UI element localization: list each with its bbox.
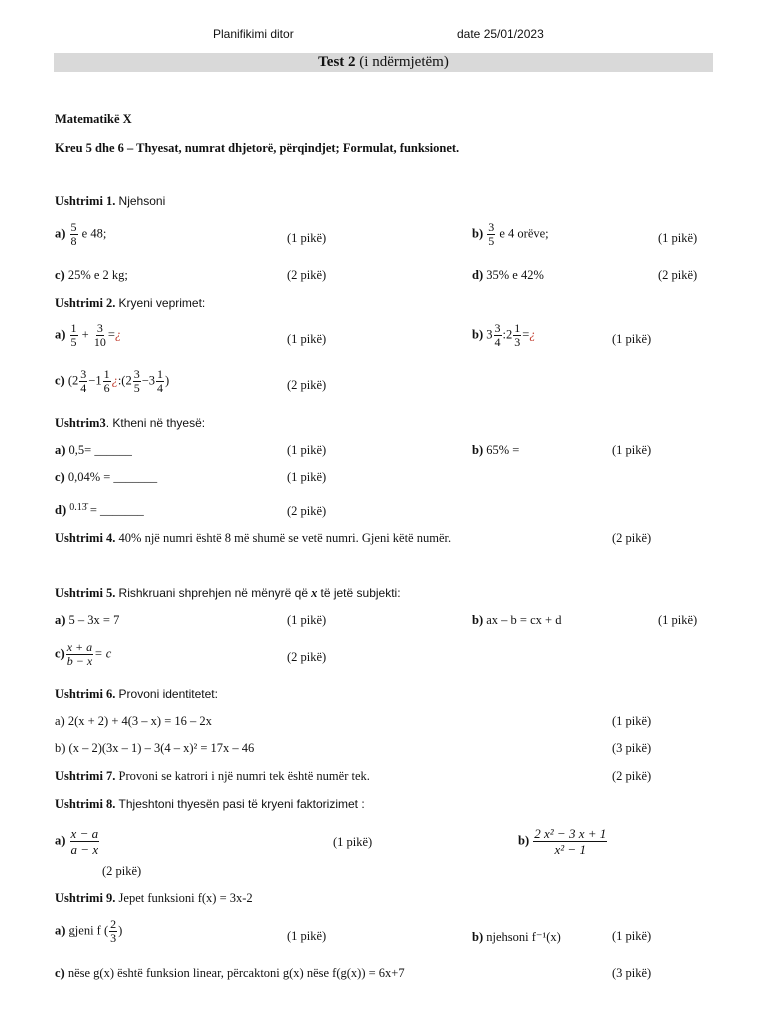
ex8-a-fraction: [70, 826, 100, 857]
missing-symbol: ¿: [111, 373, 118, 388]
ex3-c-text: 0,04% = _______: [67, 470, 158, 484]
ex1-b-points: (1 pikë): [658, 231, 698, 245]
fraction-denominator: a − x: [70, 842, 99, 857]
ex8-a-label: a): [55, 833, 66, 848]
missing-symbol: ¿: [114, 327, 122, 342]
plus-sign: +: [81, 327, 89, 342]
fraction-numerator: 1: [70, 321, 77, 335]
ex5-instr-end: të jetë subjekti:: [320, 586, 401, 600]
ex3-heading: [55, 416, 205, 431]
fraction-denominator: b − x: [66, 654, 93, 668]
subject-title: Matematikë X: [55, 112, 132, 126]
ex3-d: [55, 503, 144, 518]
ex3-b-points: (1 pikë): [612, 443, 652, 457]
ex1-a-label: a): [55, 226, 66, 241]
ex6-b-points: (3 pikë): [612, 741, 652, 755]
ex4-title: Ushtrimi 4.: [55, 531, 116, 545]
ex3-a-text: 0,5= ______: [68, 443, 132, 457]
ex2-c-frac3: [133, 368, 141, 395]
ex3-b: [472, 443, 519, 458]
ex2-a: [55, 322, 121, 349]
ex9-a: [55, 918, 122, 945]
ex5-a: [55, 613, 119, 628]
ex2-a-frac1: [70, 322, 78, 349]
ex9-a-points: (1 pikë): [287, 929, 327, 943]
ex1-c-label: c): [55, 268, 65, 282]
header-planning: Planifikimi ditor: [213, 27, 294, 41]
ex3-instr: . Ktheni në thyesë:: [105, 416, 206, 430]
fraction-denominator: x² − 1: [554, 842, 586, 857]
fraction-numerator: 2 x² − 3 x + 1: [534, 826, 607, 841]
ex3-b-text: 65% =: [486, 443, 520, 457]
equals-sign: =: [522, 327, 530, 342]
ex8-b-label: b): [518, 833, 530, 848]
ex6-instr: Provoni identitetet:: [118, 687, 218, 701]
ex2-a-points: (1 pikë): [287, 332, 327, 346]
fraction-numerator: 1: [103, 367, 110, 381]
ex2-title: Ushtrimi 2.: [55, 296, 116, 310]
ex6-title: Ushtrimi 6.: [55, 687, 116, 701]
fraction-numerator: 3: [96, 321, 103, 335]
ex5-heading: [55, 586, 401, 601]
ex1-b-text: e 4 orëve;: [499, 226, 549, 241]
fraction-numerator: x + a: [66, 640, 93, 654]
ex2-c-frac1: [79, 368, 87, 395]
ex3-c: [55, 470, 157, 485]
ex3-d-points: (2 pikë): [287, 504, 327, 518]
ex1-b-fraction: [487, 221, 495, 248]
ex7-title: Ushtrimi 7.: [55, 769, 116, 783]
ex1-d-points: (2 pikë): [658, 268, 698, 282]
ex6-b: b) (x – 2)(3x – 1) – 3(4 – x)² = 17x – 46: [55, 741, 255, 755]
ex2-c-frac2: [103, 368, 111, 395]
division-sign: :: [502, 327, 506, 342]
ex1-a-fraction: [70, 221, 78, 248]
ex8-b: [518, 826, 608, 857]
ex9-a-fraction: [109, 918, 117, 945]
ex2-c-frac4: [156, 368, 164, 395]
ex3-a-points: (1 pikë): [287, 443, 327, 457]
ex5-instr: Rishkruani shprehjen në mënyrë që: [118, 586, 308, 600]
ex3-d-label: d): [55, 503, 67, 517]
ex5-c-eq: = c: [94, 646, 112, 661]
ex1-a-text: e 48;: [81, 226, 107, 241]
ex5-a-label: a): [55, 613, 66, 627]
fraction-numerator: 1: [514, 321, 521, 335]
ex9-a-close: ): [118, 923, 123, 938]
ex7: [55, 769, 370, 784]
ex7-text: Provoni se katrori i një numri tek është numër tek.: [118, 769, 370, 783]
whole-number: 3: [486, 327, 493, 342]
fraction-numerator: 2: [110, 917, 117, 931]
ex1-c-points: (2 pikë): [287, 268, 327, 282]
fraction-denominator: 10: [93, 335, 106, 349]
fraction-denominator: 3: [514, 335, 521, 349]
ex5-c: [55, 641, 111, 668]
ex3-d-text: = _______: [89, 503, 144, 517]
ex2-b: [472, 322, 536, 349]
ex6-a: a) 2(x + 2) + 4(3 – x) = 16 – 2x: [55, 714, 212, 728]
ex6-heading: [55, 687, 218, 702]
ex1-c-text: 25% e 2 kg;: [67, 268, 128, 282]
ex1-title: Ushtrimi 1.: [55, 194, 116, 208]
expr-part: −1: [88, 373, 102, 388]
ex5-b-label: b): [472, 613, 484, 627]
ex6-a-points: (1 pikë): [612, 714, 652, 728]
test-title-bold: Test 2: [318, 54, 356, 70]
ex2-a-label: a): [55, 327, 66, 342]
equals-sign: =: [107, 327, 115, 342]
ex5-b-points: (1 pikë): [658, 613, 698, 627]
ex9-a-text: gjeni f (: [68, 923, 109, 938]
fraction-denominator: 5: [488, 234, 495, 248]
ex5-b-text: ax – b = cx + d: [486, 613, 562, 627]
fraction-denominator: 8: [70, 234, 77, 248]
fraction-denominator: 6: [103, 381, 110, 395]
ex2-b-points: (1 pikë): [612, 332, 652, 346]
ex8-b-points: (2 pikë): [102, 864, 142, 878]
ex5-title: Ushtrimi 5.: [55, 586, 116, 600]
header-date: date 25/01/2023: [457, 27, 544, 41]
ex1-b-label: b): [472, 226, 484, 241]
ex2-c: [55, 368, 169, 395]
ex1-d: [472, 268, 544, 283]
fraction-numerator: 3: [80, 367, 87, 381]
ex5-a-points: (1 pikë): [287, 613, 327, 627]
ex8-instr: Thjeshtoni thyesën pasi të kryeni faktorizimet :: [118, 797, 365, 811]
ex1-instr: Njehsoni: [118, 194, 166, 208]
ex1-a: [55, 221, 106, 248]
ex2-b-frac2: [513, 322, 521, 349]
ex5-a-text: 5 – 3x = 7: [68, 613, 120, 627]
ex2-c-points: (2 pikë): [287, 378, 327, 392]
missing-symbol: ¿: [529, 327, 536, 342]
ex8-heading: [55, 797, 365, 812]
ex8-title: Ushtrimi 8.: [55, 797, 116, 811]
fraction-numerator: 3: [488, 220, 495, 234]
ex3-c-label: c): [55, 470, 65, 484]
test-title-rest: (i ndërmjetëm): [359, 54, 449, 70]
ex9-c-points: (3 pikë): [612, 966, 652, 980]
ex8-b-fraction: [533, 826, 607, 857]
expr-part: ): [165, 373, 170, 388]
ex3-a: [55, 443, 132, 458]
ex3-d-value: 0.13̄: [69, 502, 87, 513]
ex1-d-label: d): [472, 268, 484, 282]
ex5-var: x: [311, 586, 318, 600]
fraction-denominator: 4: [80, 381, 87, 395]
fraction-numerator: x − a: [70, 826, 99, 841]
ex5-b: [472, 613, 561, 628]
ex3-b-label: b): [472, 443, 484, 457]
chapter-title: Kreu 5 dhe 6 – Thyesat, numrat dhjetorë, përqindjet; Formulat, funksionet.: [55, 141, 460, 155]
fraction-denominator: 5: [70, 335, 77, 349]
fraction-numerator: 5: [70, 220, 77, 234]
fraction-denominator: 5: [133, 381, 140, 395]
whole-number: 2: [505, 327, 513, 342]
ex9-c: [55, 966, 405, 981]
ex5-c-points: (2 pikë): [287, 650, 327, 664]
ex3-a-label: a): [55, 443, 66, 457]
ex3-c-points: (1 pikë): [287, 470, 327, 484]
expr-part: (2: [67, 373, 79, 388]
fraction-numerator: 3: [494, 321, 501, 335]
expr-part: :(2: [117, 373, 132, 388]
ex7-points: (2 pikë): [612, 769, 652, 783]
ex9-instr: Jepet funksioni f(x) = 3x-2: [118, 891, 253, 905]
ex8-a: [55, 826, 100, 857]
ex3-title: Ushtrim3: [55, 416, 106, 430]
fraction-numerator: 1: [157, 367, 164, 381]
ex2-b-frac1: [494, 322, 502, 349]
fraction-denominator: 4: [157, 381, 164, 395]
ex4-points: (2 pikë): [612, 531, 652, 545]
ex9-title: Ushtrimi 9.: [55, 891, 116, 905]
ex9-c-label: c): [55, 966, 65, 980]
ex2-instr: Kryeni veprimet:: [118, 296, 206, 310]
ex1-heading: [55, 194, 165, 209]
ex9-b: [472, 929, 561, 945]
ex9-a-label: a): [55, 923, 66, 938]
ex9-c-text: nëse g(x) është funksion linear, përcaktoni g(x) nëse f(g(x)) = 6x+7: [67, 966, 405, 980]
ex9-heading: [55, 891, 253, 906]
fraction-denominator: 4: [494, 335, 501, 349]
ex2-heading: [55, 296, 205, 311]
ex9-b-label: b): [472, 930, 484, 944]
ex2-a-frac2: [93, 322, 107, 349]
ex5-c-label: c): [55, 646, 65, 661]
ex4-text: 40% një numri është 8 më shumë se vetë numri. Gjeni këtë numër.: [118, 531, 452, 545]
fraction-numerator: 3: [133, 367, 140, 381]
ex5-c-fraction: [66, 641, 93, 668]
ex2-c-label: c): [55, 373, 65, 388]
ex8-a-points: (1 pikë): [333, 835, 373, 849]
ex9-b-points: (1 pikë): [612, 929, 652, 943]
fraction-denominator: 3: [110, 931, 117, 945]
ex1-a-points: (1 pikë): [287, 231, 327, 245]
ex4: [55, 531, 451, 546]
ex1-d-text: 35% e 42%: [486, 268, 544, 282]
expr-part: −3: [141, 373, 156, 388]
ex1-c: [55, 268, 128, 283]
ex9-b-text: njehsoni f⁻¹(x): [486, 930, 561, 944]
ex2-b-label: b): [472, 327, 484, 342]
test-title: [54, 53, 713, 72]
ex1-b: [472, 221, 549, 248]
